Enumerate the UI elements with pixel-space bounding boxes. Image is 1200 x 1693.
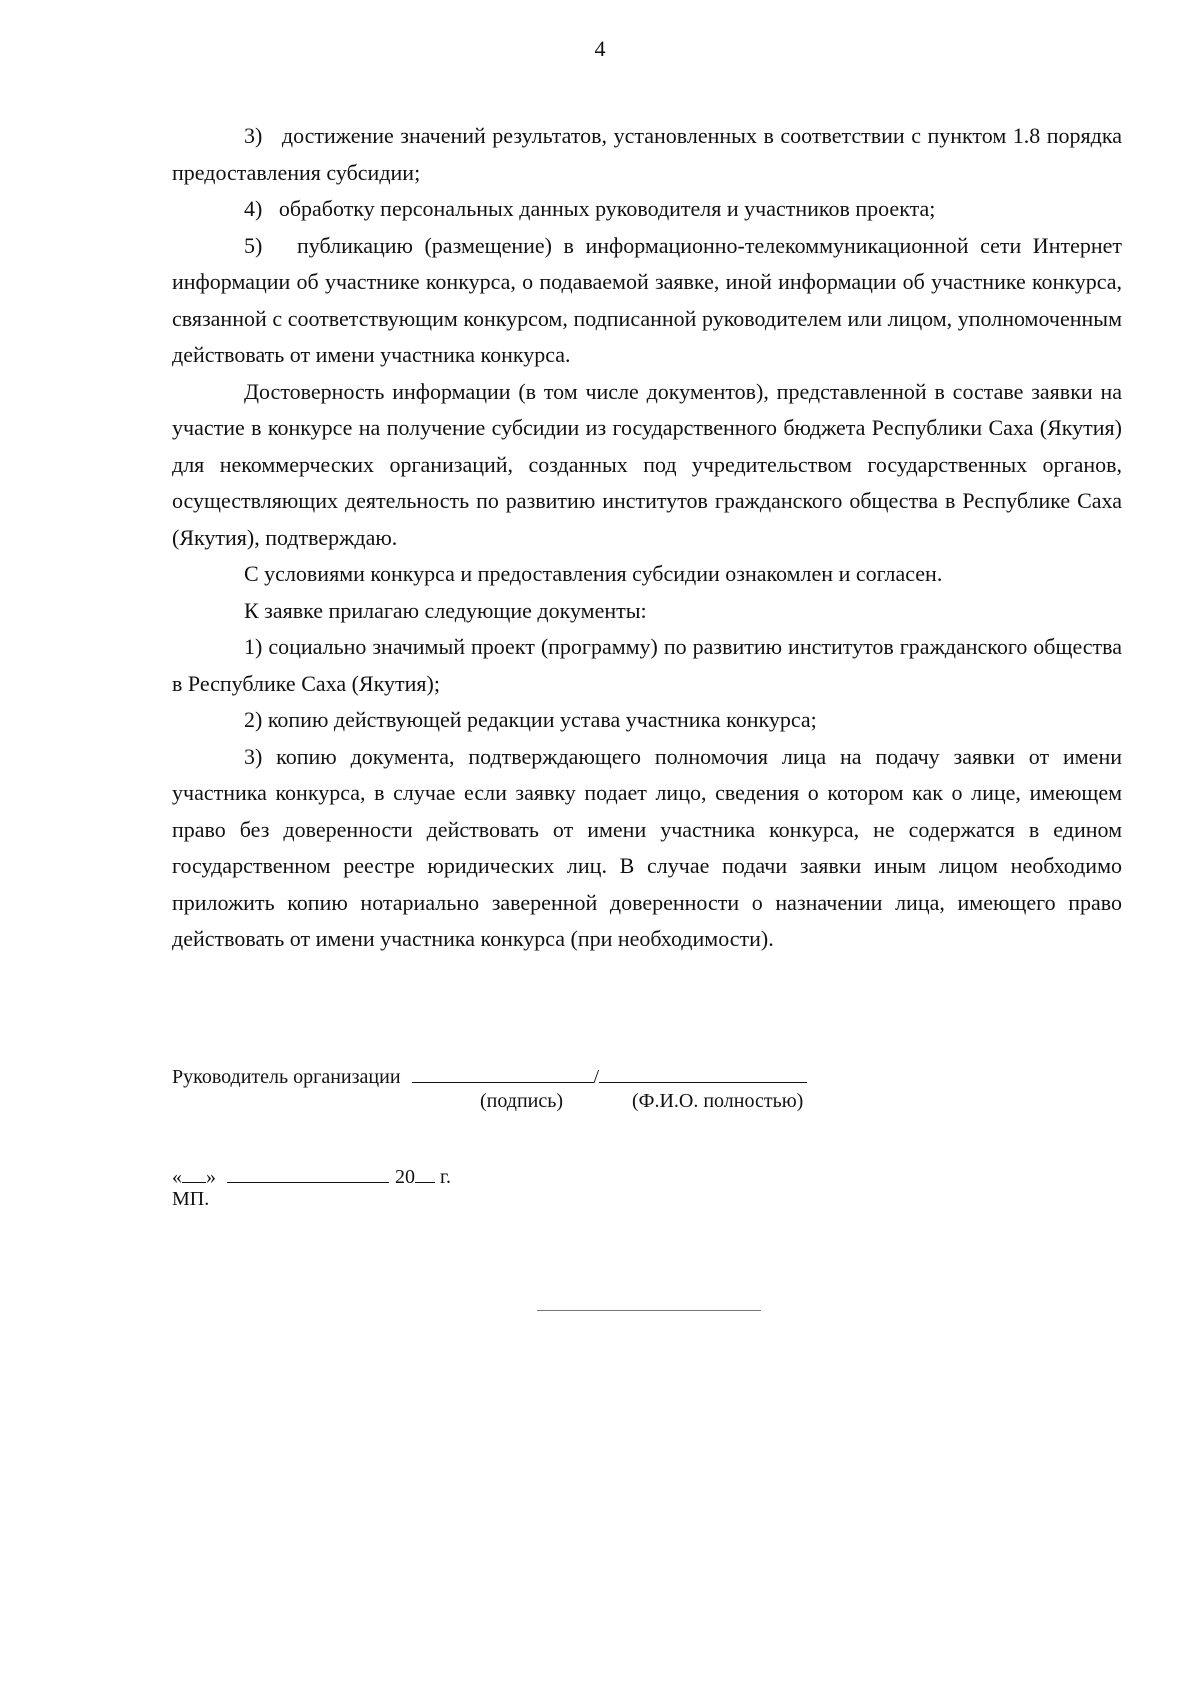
date-block — [172, 1164, 451, 1210]
paragraph-attachment-1: 1) социально значимый проект (программу) по развитию институтов гражданского общества в Республике Саха (Якутия); — [172, 634, 1122, 696]
paragraph-item-5-publication: 5) публикацию (размещение) в информационно-телекоммуникационной сети Интернет информации об участнике конкурса, о подаваемой заявке, иной информации об участнике конкурса, связанной с соответствующим конкурсом, подписанной руководителем или лицом, уполномоченным действовать от имени участника конкурса. — [172, 232, 1122, 367]
signature-line — [172, 1064, 807, 1089]
month-blank — [227, 1164, 389, 1183]
date-open-quote: « — [172, 1166, 182, 1188]
paragraph-attachment-3: 3) копию документа, подтверждающего полномочия лица на подачу заявки от имени участника конкурса, в случае если заявку подает лицо, сведения о котором как о лице, имеющем право без доверенности действовать от имени участника конкурса, не содержатся в едином государственном реестре юридических лиц. В случае подачи заявки иным лицом необходимо приложить копию нотариально заверенной доверенности о назначении лица, имеющего право действовать от имени участника конкурса (при необходимости). — [172, 743, 1122, 951]
year-blank — [415, 1164, 435, 1183]
signature-block — [172, 1064, 807, 1115]
year-suffix: г. — [440, 1166, 451, 1188]
paragraph-conditions-agreement: С условиями конкурса и предоставления субсидии ознакомлен и согласен. — [244, 561, 943, 586]
signature-label: Руководитель организации — [172, 1066, 401, 1088]
full-name-caption: (Ф.И.О. полностью) — [632, 1090, 804, 1112]
date-line — [172, 1164, 451, 1188]
document-body — [172, 118, 1122, 958]
paragraph-reliability-confirmation: Достоверность информации (в том числе документов), представленной в составе заявки на участие в конкурсе на получение субсидии из государственного бюджета Республики Саха (Якутия) для некоммерческих организаций, созданных под учредительством государственных органов, осуществляющих деятельность по развитию институтов гражданского общества в Республике Саха (Якутия), подтверждаю. — [172, 378, 1122, 550]
full-name-blank — [599, 1064, 807, 1083]
date-close-quote: » — [206, 1166, 216, 1188]
paragraph-item-4-personal-data: 4) обработку персональных данных руководителя и участников проекта; — [244, 196, 936, 221]
stamp-label: МП. — [172, 1188, 210, 1210]
signature-blank — [412, 1064, 594, 1083]
paragraph-attachment-2: 2) копию действующей редакции устава участника конкурса; — [244, 707, 817, 732]
signature-captions — [172, 1089, 807, 1115]
signature-caption: (подпись) — [480, 1090, 564, 1112]
year-prefix: 20 — [395, 1166, 415, 1188]
signature-separator: / — [593, 1066, 600, 1088]
paragraph-attachments-intro: К заявке прилагаю следующие документы: — [244, 597, 647, 623]
page-number: 4 — [594, 36, 606, 61]
paragraph-item-3-results: 3) достижение значений результатов, установленных в соответствии с пунктом 1.8 порядка предоставления субсидии; — [172, 123, 1122, 185]
end-divider — [537, 1310, 761, 1311]
day-blank — [182, 1164, 206, 1183]
